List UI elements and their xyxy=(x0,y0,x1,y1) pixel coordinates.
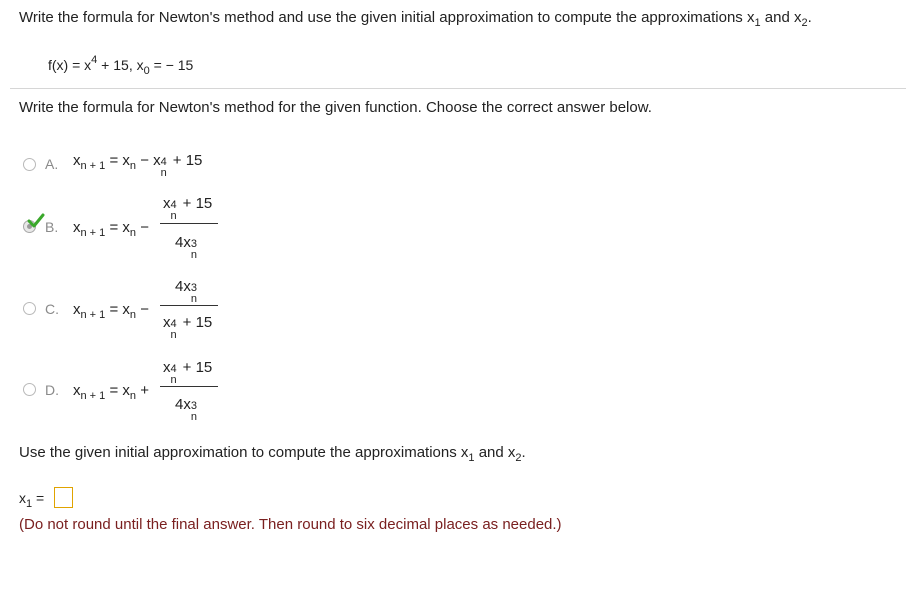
x-symbol: x xyxy=(122,152,130,169)
x-symbol: x xyxy=(122,382,130,399)
instruction-text: Write the formula for Newton's method and use the given initial approximation to compute the approximations x xyxy=(19,9,755,26)
part2-sub1: 1 xyxy=(468,452,475,464)
power-4: 4 xyxy=(170,363,177,375)
function-power: 4 xyxy=(91,54,98,66)
instruction-sub1: 1 xyxy=(754,17,761,29)
option-c-denominator xyxy=(163,314,213,341)
subscript-n: n xyxy=(129,227,137,239)
option-a-formula xyxy=(73,152,203,179)
x0-subscript: 0 xyxy=(143,65,150,77)
x0-value: = − 15 xyxy=(149,57,194,73)
power-4: 4 xyxy=(160,156,167,168)
equals-sign: = xyxy=(105,152,123,169)
option-d-denominator xyxy=(175,396,199,423)
option-a-letter: A. xyxy=(45,156,59,172)
given-function xyxy=(48,54,194,77)
x-symbol: x xyxy=(163,314,171,331)
fraction-bar xyxy=(160,305,218,306)
subscript-n-plus-1: n + 1 xyxy=(80,390,106,402)
option-b-numerator xyxy=(163,195,213,222)
part2-text: Use the given initial approximation to compute the approximations x xyxy=(19,444,469,461)
subscript-n: n xyxy=(190,249,197,261)
part1-prompt: Write the formula for Newton's method for the given function. Choose the correct answer below. xyxy=(19,99,652,116)
x-symbol: x xyxy=(183,278,191,295)
function-text: f(x) = x xyxy=(48,57,92,73)
option-d-numerator xyxy=(163,359,213,386)
option-d-lhs xyxy=(73,382,149,402)
option-c-numerator xyxy=(175,278,199,305)
x-symbol: x xyxy=(183,234,191,251)
option-c-letter: C. xyxy=(45,301,59,317)
fraction-bar xyxy=(160,386,218,387)
x-symbol: x xyxy=(122,301,130,318)
power-4: 4 xyxy=(170,199,177,211)
subscript-n: n xyxy=(129,160,137,172)
option-a-radio[interactable] xyxy=(23,158,36,171)
power-3: 3 xyxy=(190,400,197,412)
x-symbol: x xyxy=(163,195,171,212)
power-3: 3 xyxy=(190,282,197,294)
option-d-letter: D. xyxy=(45,382,59,398)
x-symbol: x xyxy=(122,219,130,236)
coefficient-4: 4 xyxy=(175,278,184,295)
plus-sign: + xyxy=(140,382,149,399)
part2-end: . xyxy=(521,444,526,461)
option-b-denominator xyxy=(175,234,199,261)
subscript-n: n xyxy=(129,390,137,402)
power-3: 3 xyxy=(190,238,197,250)
answer-label xyxy=(19,490,45,510)
power-4: 4 xyxy=(170,318,177,330)
question-instruction xyxy=(19,9,812,29)
plus-15: + 15 xyxy=(178,195,213,212)
x-symbol: x xyxy=(183,396,191,413)
option-c-radio[interactable] xyxy=(23,302,36,315)
plus-15: + 15 xyxy=(178,314,213,331)
subscript-n: n xyxy=(170,329,177,341)
answer-equals: = xyxy=(32,490,45,506)
checkmark-icon xyxy=(27,212,45,228)
fraction-bar xyxy=(160,223,218,224)
function-rest: + 15, x xyxy=(97,57,144,73)
x-symbol: x xyxy=(73,301,81,318)
subscript-n-plus-1: n + 1 xyxy=(80,309,106,321)
subscript-n: n xyxy=(170,374,177,386)
option-b-lhs xyxy=(73,219,149,239)
subscript-n-plus-1: n + 1 xyxy=(80,160,106,172)
minus-sign: − xyxy=(140,152,149,169)
option-b-letter: B. xyxy=(45,219,59,235)
plus-15: + 15 xyxy=(178,359,213,376)
x-symbol: x xyxy=(153,152,161,169)
plus-15: + 15 xyxy=(168,152,203,169)
rounding-hint: (Do not round until the final answer. Then round to six decimal places as needed.) xyxy=(19,516,562,533)
instruction-end: . xyxy=(807,9,812,26)
instruction-mid: and x xyxy=(760,9,802,26)
minus-sign: − xyxy=(140,301,149,318)
answer-sub: 1 xyxy=(26,498,33,510)
instruction-sub2: 2 xyxy=(801,17,808,29)
part2-mid: and x xyxy=(474,444,516,461)
minus-sign: − xyxy=(140,219,149,236)
part2-sub2: 2 xyxy=(515,452,522,464)
x-symbol: x xyxy=(163,359,171,376)
option-c-lhs xyxy=(73,301,149,321)
equals-sign: = xyxy=(105,301,123,318)
subscript-n: n xyxy=(170,210,177,222)
subscript-n: n xyxy=(160,167,167,179)
subscript-n: n xyxy=(129,309,137,321)
answer-input[interactable] xyxy=(54,487,73,508)
coefficient-4: 4 xyxy=(175,396,184,413)
answer-x: x xyxy=(19,490,26,506)
subscript-n-plus-1: n + 1 xyxy=(80,227,106,239)
coefficient-4: 4 xyxy=(175,234,184,251)
section-divider xyxy=(10,88,906,89)
subscript-n: n xyxy=(190,411,197,423)
x-symbol: x xyxy=(73,382,81,399)
subscript-n: n xyxy=(190,293,197,305)
x-symbol: x xyxy=(73,219,81,236)
option-d-radio[interactable] xyxy=(23,383,36,396)
x-symbol: x xyxy=(73,152,81,169)
part2-prompt xyxy=(19,444,526,464)
equals-sign: = xyxy=(105,219,123,236)
equals-sign: = xyxy=(105,382,123,399)
